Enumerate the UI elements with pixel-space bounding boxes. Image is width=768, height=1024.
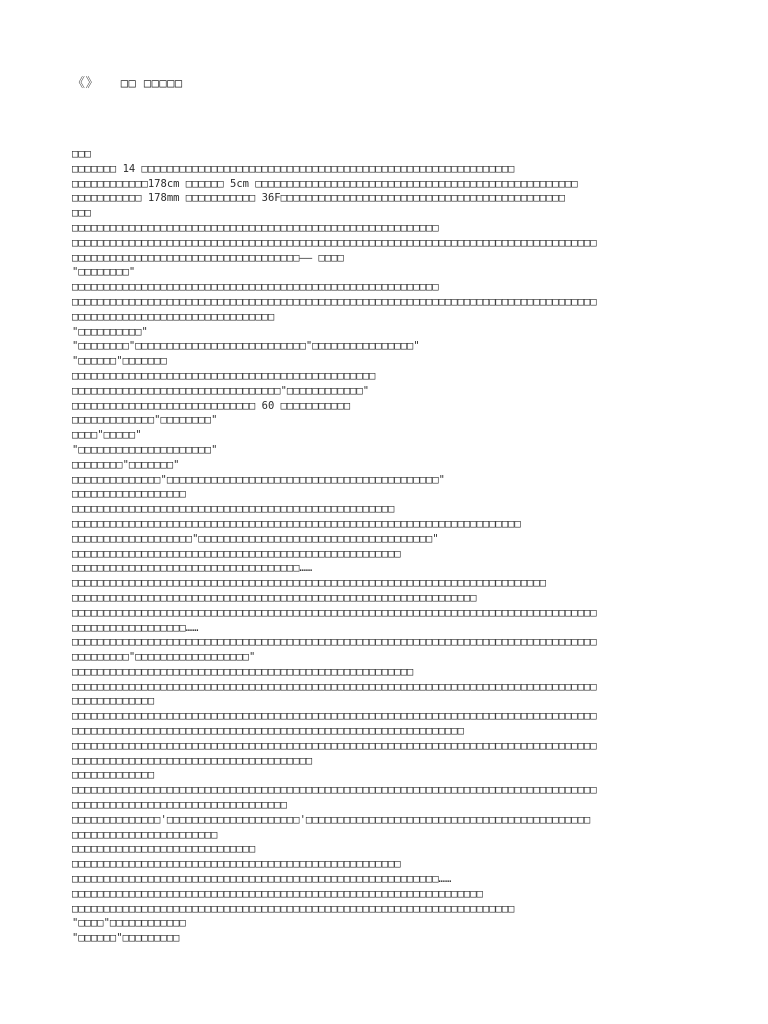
text-line: "□□□□"□□□□□□□□□□□□ [72, 917, 186, 930]
text-line: □□□□□□□□□□□□□□□□□□□□□□□□□□□□□ [72, 843, 256, 856]
text-line: □□□□□□□□□"□□□□□□□□□□□□□□□□□□" [72, 651, 256, 664]
text-line: □□□□□□□□□□□□□□□□□□□□□□□ [72, 828, 218, 841]
text-line: "□□□□□□□□" [72, 266, 136, 279]
text-line: "□□□□□□□□□□□□□□□□□□□□□" [72, 443, 218, 456]
text-line: □□□□□□□□□□□□□□□□□□□□□□□□□□□□□□□□□□□□□□□□□□□□□□□□□□□□□□□□□□ [72, 221, 439, 234]
text-line: □□□□□□□□□□□□□□□□□□□□□□□□□□□□□□□□□□□□□□□□□□□□□□□□□□□□□□□□□□□□□□□□□□□□□□□□□□□□□□□□□□□ [72, 606, 597, 619]
text-line: □□□□□□□□□□□□□ [72, 769, 155, 782]
text-line: □□□□□□□□□□□□□□□□□□□□□□□□□□□□□□□□□□□□…… [72, 562, 313, 575]
title-bracket-mark: 《》 [72, 76, 100, 91]
text-line: □□□□□□□□□□□□□□□□□□ [72, 488, 186, 501]
document-title: □□ □□□□□ [120, 76, 183, 90]
text-line: □□□□□□□□□□□□□□□□□□□□□□□□□□□□□□□□□"□□□□□□□□□□□□" [72, 384, 370, 397]
text-line: □□□□□□□□□□□□□□□□□□□□□□□□□□□□□□□□□□□□□□□□□□□□□□□□□□□□□□□□□□□□□□□□□□□□□□ [72, 902, 515, 915]
text-line: □□□□"□□□□□" [72, 429, 142, 442]
text-line: □□□□□□□□□□□□□□□□□□□□□□□□□□□□□□□□□□□□□□□□□□□□□□□□□□□□□□□□□□□□□□□□□□□□□□□□□□□□□□□□□□□ [72, 295, 597, 308]
text-line: □□□□□□□□□□□□□□□□□□□□□□□□□□□□□□□□□□□□□□□□□□□□□□□□□□□□□□□□□□□□□□□□□□□□□□□□□□□□□□□□□□□ [72, 710, 597, 723]
text-line: □□□□□□□□□□□□□□□□□□□□□□□□□□□□□□□□□□□□□□□□□□□□□□□□□□□ [72, 503, 395, 516]
text-line: □□□□□□□□□□□□□□□□□□□□□□□□□□□□□□□□□□□□□□□□□□□□□□□□□□□□□□□□□□□□□□□□□ [72, 887, 483, 900]
text-line: □□□□□□□□□□□□□□□□□□□□□□□□□□□□□□□□□□□□—— □□□□ [72, 251, 344, 264]
text-line: □□□□□□□ 14 □□□□□□□□□□□□□□□□□□□□□□□□□□□□□□□□□□□□□□□□□□□□□□□□□□□□□□□□□□□ [72, 162, 515, 175]
document-body [72, 147, 704, 946]
text-line: □□□□□□□□□□□□□□□□□□□□□□□□□□□□□□□□□□□□□□□□□□□□□□□□ [72, 369, 376, 382]
text-line: □□□□□□□□□□□□□□□□□□□□□□□□□□□□□□□□□□□□□□□□□□□□□□□□□□□□□□□□□□□□□□□□□□□□□□□ [72, 517, 521, 530]
text-line: □□□ [72, 148, 91, 160]
text-line: □□□□□□□□□□□□□□□□□□□□□□□□□□□□□□□□□□□□□□ [72, 754, 313, 767]
text-line: □□□□□□□□□□□□□□□□□□□□□□□□□□□□□□□□□□□□□□□□□□□□□□□□□□□□ [72, 547, 401, 560]
text-line: □□□ [72, 207, 91, 220]
text-line: □□□□□□□□□□□□□□□□□□□□□□□□□□□□□□□□□□□□□□□□□□□□□□□□□□□□□□□□□□□□□□□□□□□□□□□□□□□□□□□□□□□ [72, 680, 597, 693]
text-line: □□□□□□□□□□□□□□□□□□□□□□□□□□□□□□□□□□□□□□□□□□□□□□□□□□□□□□□□□□□□□□□□□□□□□□□□□□□□□□□□□□□ [72, 739, 597, 752]
text-line: "□□□□□□"□□□□□□□ [72, 355, 167, 368]
text-line: □□□□□□□□□□□□□□□□□□□□□□□□□□□□□□□□□□□□□□□□□□□□□□□□□□□□□□□□□□□□□□□□□□□□□□□□□□□ [72, 577, 547, 590]
text-line: □□□□□□□□□□□□□□□□□□□□□□□□□□□□□□□□□□□□□□□□□□□□□□□□□□□□□□□□□□…… [72, 873, 452, 886]
text-line: □□□□□□□□□□□□□□'□□□□□□□□□□□□□□□□□□□□□'□□□□□□□□□□□□□□□□□□□□□□□□□□□□□□□□□□□□□□□□□□□□□ [72, 813, 591, 826]
text-line: □□□□□□□□□□□□□"□□□□□□□□" [72, 414, 218, 427]
text-line: □□□□□□□□□□□□178cm □□□□□□ 5cm □□□□□□□□□□□□□□□□□□□□□□□□□□□□□□□□□□□□□□□□□□□□□□□□□□□ [72, 177, 578, 190]
text-line: □□□□□□□□□□□□□□□□□□□□□□□□□□□□□□□□□□□□□□□□□□□□□□□□□□□□ [72, 858, 401, 871]
document-header [72, 72, 183, 91]
text-line: □□□□□□□□□□□□□ [72, 695, 155, 708]
text-line: "□□□□□□□□□□" [72, 325, 148, 338]
text-line: □□□□□□□□□□□ 178mm □□□□□□□□□□□ 36F□□□□□□□□□□□□□□□□□□□□□□□□□□□□□□□□□□□□□□□□□□□□□ [72, 192, 566, 205]
text-line: □□□□□□□□□□□□□□□□□□□□□□□□□□□□□□□□□□□□□□□□□□□□□□□□□□□□□□□□□□ [72, 281, 439, 294]
text-line: □□□□□□□□□□□□□□□□□□□□□□□□□□□□□□□□□□□□□□□□□□□□□□□□□□□□□□□□□□□□□□ [72, 725, 464, 738]
text-line: □□□□□□□□□□□□□□□□□□□"□□□□□□□□□□□□□□□□□□□□□□□□□□□□□□□□□□□□□" [72, 532, 439, 545]
text-line: □□□□□□□□□□□□□□□□□□□□□□□□□□□□□□□□□□□□□□□□□□□□□□□□□□□□□□□□□□□□□□□□ [72, 591, 477, 604]
text-line: □□□□□□□□□□□□□□□□□□□□□□□□□□□□□□□□□□□□□□□□□□□□□□□□□□□□□□□□□□□□□□□□□□□□□□□□□□□□□□□□□□□ [72, 636, 597, 649]
text-line: □□□□□□□□□□□□□□"□□□□□□□□□□□□□□□□□□□□□□□□□□□□□□□□□□□□□□□□□□□" [72, 473, 445, 486]
text-line: "□□□□□□□□"□□□□□□□□□□□□□□□□□□□□□□□□□□□"□□□□□□□□□□□□□□□□" [72, 340, 420, 353]
text-line: □□□□□□□□□□□□□□□□□□□□□□□□□□□□□□□□□□□□□□□□□□□□□□□□□□□□□□□□□□□□□□□□□□□□□□□□□□□□□□□□□□□ [72, 784, 597, 797]
text-line: □□□□□□□□□□□□□□□□□□□□□□□□□□□□□□□□□□□□□□□□□□□□□□□□□□□□□□□□□□□□□□□□□□□□□□□□□□□□□□□□□□□ [72, 236, 597, 249]
text-line: "□□□□□□"□□□□□□□□□ [72, 932, 180, 945]
text-line: □□□□□□□□□□□□□□□□□□□□□□□□□□□□□ 60 □□□□□□□□□□□ [72, 399, 351, 412]
text-line: □□□□□□□□□□□□□□□□□□…… [72, 621, 199, 634]
text-line: □□□□□□□□□□□□□□□□□□□□□□□□□□□□□□□□ [72, 310, 275, 323]
text-line: □□□□□□□□□□□□□□□□□□□□□□□□□□□□□□□□□□□□□□□□□□□□□□□□□□□□□□ [72, 665, 414, 678]
text-line: □□□□□□□□"□□□□□□□" [72, 458, 180, 471]
text-line: □□□□□□□□□□□□□□□□□□□□□□□□□□□□□□□□□□ [72, 799, 287, 812]
